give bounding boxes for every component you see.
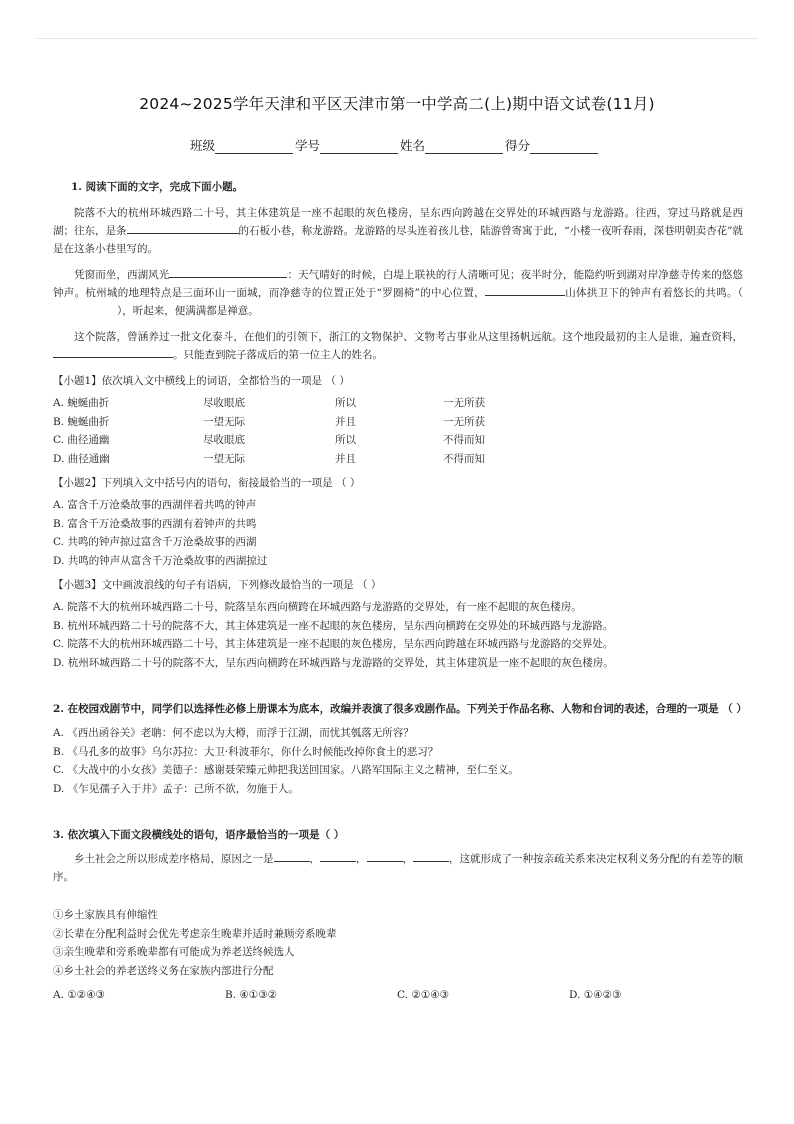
option-row[interactable]: B. 蜿蜒曲折 一望无际 并且 一无所获	[53, 415, 485, 428]
subquestion-2-options	[53, 496, 743, 570]
subquestion-1-options	[53, 394, 743, 468]
option-d[interactable]: D. 《乍见孺子入于井》孟子：己所不欲，勿施于人。	[53, 782, 299, 795]
student-info-line	[190, 136, 600, 154]
fill-blank	[485, 284, 565, 296]
list-item: ①乡土家族具有伸缩性	[53, 909, 158, 921]
option-b[interactable]: B. 杭州环城西路二十号的院落不大，其主体建筑是一座不起眼的灰色楼房，呈东西向横跨在交界处的环城西路与龙游路。	[53, 619, 614, 632]
subquestion-2-stem: 【小题2】下列填入文中括号内的语句，衔接最恰当的一项是 （ ）	[53, 477, 361, 489]
option-row[interactable]: D. 曲径通幽 一望无际 并且 不得而知	[53, 452, 485, 465]
option-d[interactable]: D. 共鸣的钟声从富含千万沧桑故事的西湖掠过	[53, 554, 268, 567]
passage-paragraph: 院落不大的杭州环城西路二十号，其主体建筑是一座不起眼的灰色楼房，呈东西向跨越在交界处的环城西路与龙游路。往西，穿过马路就是西湖；往东，是条 的石板小巷，称龙游路。龙游路的尽头连着孩儿巷，陆游曾寄寓于此，“小楼一夜听春雨，深巷明朝卖杏花”就是在这条小巷里写的。	[53, 207, 744, 255]
passage-paragraph: 凭窗而坐，西湖风光 ：天气晴好的时候，白堤上联袂的行人清晰可见；夜半时分，能隐约听到湖对岸净慈寺传来的悠悠钟声。杭州城的地理特点是三面环山一面城，而净慈寺的位置正处于“罗圈椅”的中心位置， 山体拱卫下的钟声有着悠长的共鸣。（），听起来，便满满都是禅意。	[53, 266, 743, 320]
list-item: ③亲生晚辈和旁系晚辈都有可能成为养老送终候选人	[53, 946, 295, 958]
question-3-options	[53, 986, 743, 1004]
option-row[interactable]: C. 曲径通幽 尽收眼底 所以 不得而知	[53, 434, 485, 446]
question-3-items	[53, 906, 743, 980]
fill-blank	[367, 850, 403, 862]
fill-blank	[274, 850, 310, 862]
class-blank[interactable]	[215, 139, 293, 154]
question-2-options	[53, 724, 743, 798]
fill-blank	[53, 346, 173, 358]
option-b[interactable]: B. 富含千万沧桑故事的西湖有着钟声的共鸣	[53, 517, 257, 530]
option-row[interactable]: A. 蜿蜒曲折 尽收眼底 所以 一无所获	[53, 397, 485, 409]
passage-paragraph: 这个院落，曾涵养过一批文化泰斗，在他们的引领下，浙江的文物保护、文物考古事业从这里扬帆远航。这个地段最初的主人是谁，遍查资料，。只能查到院子落成后的第一位主人的姓名。	[53, 328, 743, 364]
option-a[interactable]: A. ①②④③	[53, 989, 105, 1001]
option-b[interactable]: B. ④①③②	[225, 989, 278, 1001]
option-c[interactable]: C. 《大战中的小女孩》美德子：感谢聂荣臻元帅把我送回国家。八路军国际主义之精神，至仁至义。	[53, 764, 519, 776]
question-3	[53, 826, 743, 1004]
fill-blank	[320, 850, 356, 862]
subquestion-1-stem: 【小题1】依次填入文中横线上的词语，全都恰当的一项是 （ ）	[53, 375, 350, 387]
option-c[interactable]: C. 共鸣的钟声掠过富含千万沧桑故事的西湖	[53, 536, 257, 548]
option-c[interactable]: C. 院落不大的杭州环城西路二十号，其主体建筑是一座不起眼的灰色楼房，呈东西向跨越在环城西路与龙游路的交界处。	[53, 638, 614, 650]
option-a[interactable]: A. 富含千万沧桑故事的西湖伴着共鸣的钟声	[53, 499, 257, 511]
question-1	[53, 178, 743, 672]
student-number-label: 学号	[295, 138, 321, 153]
fill-blank	[169, 266, 287, 278]
score-blank[interactable]	[530, 139, 598, 154]
exam-title: 2024~2025学年天津和平区天津市第一中学高二(上)期中语文试卷(11月)	[139, 95, 655, 113]
option-a[interactable]: A. 院落不大的杭州环城西路二十号，院落呈东西向横跨在环城西路与龙游路的交界处，有一座不起眼的灰色楼房。	[53, 601, 582, 613]
score-label: 得分	[505, 138, 531, 153]
question-2-heading: 2. 在校园戏剧节中，同学们以选择性必修上册课本为底本，改编并表演了很多戏剧作品。下列关于作品名称、人物和台词的表述，合理的一项是 （ ）	[53, 703, 747, 715]
fill-blank	[413, 850, 449, 862]
subquestion-1	[53, 372, 743, 468]
name-blank[interactable]	[425, 139, 503, 154]
option-a[interactable]: A. 《西出函谷关》老聃：何不虑以为大樽，而浮于江湖，而忧其瓠落无所容？	[53, 727, 414, 739]
question-1-heading: 1. 阅读下面的文字，完成下面小题。	[71, 181, 244, 193]
question-3-heading: 3. 依次填入下面文段横线处的语句，语序最恰当的一项是（ ）	[53, 829, 345, 841]
list-item: ④乡土社会的养老送终义务在家族内部进行分配	[53, 964, 274, 977]
option-d[interactable]: D. 杭州环城西路二十号的院落不大，呈东西向横跨在环城西路与龙游路的交界处，其主体建筑是一座不起眼的灰色楼房。	[53, 656, 614, 669]
option-b[interactable]: B. 《马孔多的故事》乌尔苏拉：大卫·科波菲尔，你什么时候能改掉你食土的恶习？	[53, 745, 439, 758]
name-label: 姓名	[400, 138, 426, 153]
question-2	[53, 700, 747, 798]
fill-blank	[127, 222, 239, 234]
list-item: ②长辈在分配利益时会优先考虑亲生晚辈并适时兼顾旁系晚辈	[53, 927, 337, 940]
subquestion-3-options	[53, 598, 743, 672]
subquestion-3	[53, 576, 743, 672]
option-c[interactable]: C. ②①④③	[397, 989, 449, 1001]
subquestion-3-stem: 【小题3】文中画波浪线的句子有语病，下列修改最恰当的一项是 （ ）	[53, 579, 382, 591]
subquestion-2	[53, 474, 743, 570]
top-divider	[36, 38, 758, 39]
class-label: 班级	[190, 138, 216, 153]
exam-content	[53, 178, 747, 1004]
option-d[interactable]: D. ①④②③	[569, 989, 622, 1001]
question-3-passage: 乡土社会之所以形成差序格局，原因之一是 ， ， ， ，这就形成了一种按亲疏关系来决定权利义务分配的有差等的顺序。	[53, 850, 743, 886]
student-number-blank[interactable]	[320, 139, 398, 154]
